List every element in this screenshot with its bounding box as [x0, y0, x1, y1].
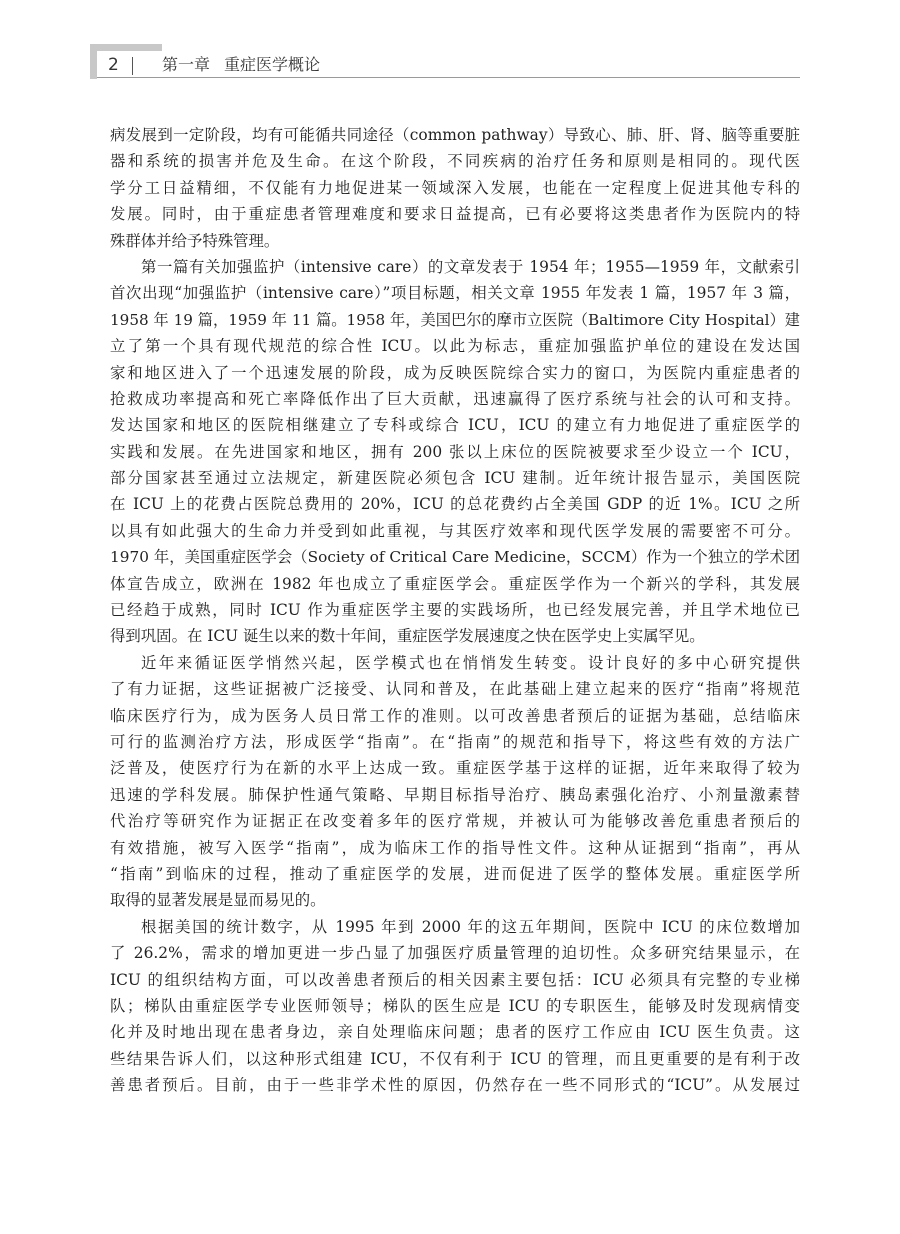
text-line: 1970 年，美国重症医学会（Society of Critical Care Medicine，SCCM）作为一个独立的学术团	[110, 548, 800, 567]
page-number-divider	[132, 57, 133, 75]
header-corner-bar-top	[90, 44, 162, 51]
text-line: 临床医疗行为，成为医务人员日常工作的准则。以可改善患者预后的证据为基础，总结临床	[110, 706, 800, 725]
text-line: 善患者预后。目前，由于一些非学术性的原因，仍然存在一些不同形式的“ICU”。从发展过	[110, 1076, 800, 1095]
text-line: 第一篇有关加强监护（intensive care）的文章发表于 1954 年；1955—1959 年，文献索引	[141, 257, 800, 276]
text-line: 发达国家和地区的医院相继建立了专科或综合 ICU，ICU 的建立有力地促进了重症医学的	[110, 416, 800, 435]
text-line: 化并及时地出现在患者身边，亲自处理临床问题；患者的医疗工作应由 ICU 医生负责。这	[110, 1023, 800, 1042]
text-line: 立了第一个具有现代规范的综合性 ICU。以此为标志，重症加强监护单位的建设在发达国	[110, 337, 800, 356]
text-line: 部分国家甚至通过立法规定，新建医院必须包含 ICU 建制。近年统计报告显示，美国医院	[110, 469, 800, 488]
body-text	[110, 122, 800, 1098]
text-line: 队；梯队由重症医学专业医师领导；梯队的医生应是 ICU 的专职医生，能够及时发现病情变	[110, 996, 800, 1015]
text-line: 有效措施，被写入医学“指南”，成为临床工作的指导性文件。这种从证据到“指南”，再从	[110, 838, 800, 857]
chapter-title: 重症医学概论	[224, 55, 321, 74]
text-line: 些结果告诉人们，以这种形式组建 ICU，不仅有利于 ICU 的管理，而且更重要的是有利于改	[110, 1049, 800, 1068]
text-line: 体宣告成立，欧洲在 1982 年也成立了重症医学会。重症医学作为一个新兴的学科，其发展	[110, 574, 800, 593]
text-line: 迅速的学科发展。肺保护性通气策略、早期目标指导治疗、胰岛素强化治疗、小剂量激素替	[110, 785, 800, 804]
page-number: 2	[108, 55, 119, 75]
running-head	[162, 55, 320, 75]
text-line: 泛普及，使医疗行为在新的水平上达成一致。重症医学基于这样的证据，近年来取得了较为	[110, 759, 800, 778]
text-line: “指南”到临床的过程，推动了重症医学的发展，进而促进了医学的整体发展。重症医学所	[110, 864, 800, 883]
text-line: 首次出现“加强监护（intensive care）”项目标题，相关文章 1955 年发表 1 篇，1957 年 3 篇，	[110, 284, 800, 303]
text-line: 以具有如此强大的生命力并受到如此重视，与其医疗效率和现代医学发展的需要密不可分。	[110, 521, 800, 540]
paragraph	[110, 254, 800, 650]
chapter-label: 第一章	[162, 55, 211, 74]
text-line: 在 ICU 上的花费占医院总费用的 20%，ICU 的总花费约占全美国 GDP 的近 1%。ICU 之所	[110, 495, 800, 514]
header-corner-bar-left	[90, 44, 97, 79]
text-line: 发展。同时，由于重症患者管理难度和要求日益提高，已有必要将这类患者作为医院内的特	[110, 205, 800, 224]
text-line: 实践和发展。在先进国家和地区，拥有 200 张以上床位的医院被要求至少设立一个 ICU，	[110, 442, 800, 461]
text-line: 根据美国的统计数字，从 1995 年到 2000 年的这五年期间，医院中 ICU 的床位数增加	[141, 917, 800, 936]
text-line: 代治疗等研究作为证据正在改变着多年的医疗常规，并被认可为能够改善危重患者预后的	[110, 812, 800, 831]
text-line: 1958 年 19 篇，1959 年 11 篇。1958 年，美国巴尔的摩市立医院（Baltimore City Hospital）建	[110, 310, 800, 329]
text-line: 器和系统的损害并危及生命。在这个阶段，不同疾病的治疗任务和原则是相同的。现代医	[110, 152, 800, 171]
paragraph	[110, 122, 800, 254]
text-line: 取得的显著发展是显而易见的。	[110, 891, 326, 910]
text-line: 家和地区进入了一个迅速发展的阶段，成为反映医院综合实力的窗口，为医院内重症患者的	[110, 363, 800, 382]
paragraph	[110, 914, 800, 1099]
text-line: 了 26.2%，需求的增加更进一步凸显了加强医疗质量管理的迫切性。众多研究结果显示，在	[110, 944, 800, 963]
text-line: 学分工日益精细，不仅能有力地促进某一领域深入发展，也能在一定程度上促进其他专科的	[110, 178, 800, 197]
text-line: 了有力证据，这些证据被广泛接受、认同和普及，在此基础上建立起来的医疗“指南”将规范	[110, 680, 800, 699]
text-line: 可行的监测治疗方法，形成医学“指南”。在“指南”的规范和指导下，将这些有效的方法广	[110, 732, 800, 751]
text-line: 病发展到一定阶段，均有可能循共同途径（common pathway）导致心、肺、肝、肾、脑等重要脏	[110, 126, 800, 144]
header-rule	[97, 77, 800, 78]
text-line: 抢救成功率提高和死亡率降低作出了巨大贡献，迅速赢得了医疗系统与社会的认可和支持。	[110, 389, 800, 408]
text-line: 殊群体并给予特殊管理。	[110, 231, 280, 250]
text-line: 得到巩固。在 ICU 诞生以来的数十年间，重症医学发展速度之快在医学史上实属罕见。	[110, 627, 705, 646]
page-header	[0, 0, 900, 90]
text-line: 近年来循证医学悄然兴起，医学模式也在悄悄发生转变。设计良好的多中心研究提供	[141, 653, 800, 672]
text-line: ICU 的组织结构方面，可以改善患者预后的相关因素主要包括：ICU 必须具有完整的专业梯	[110, 970, 800, 989]
paragraph	[110, 650, 800, 914]
text-line: 已经趋于成熟，同时 ICU 作为重症医学主要的实践场所，也已经发展完善，并且学术地位已	[110, 601, 800, 620]
